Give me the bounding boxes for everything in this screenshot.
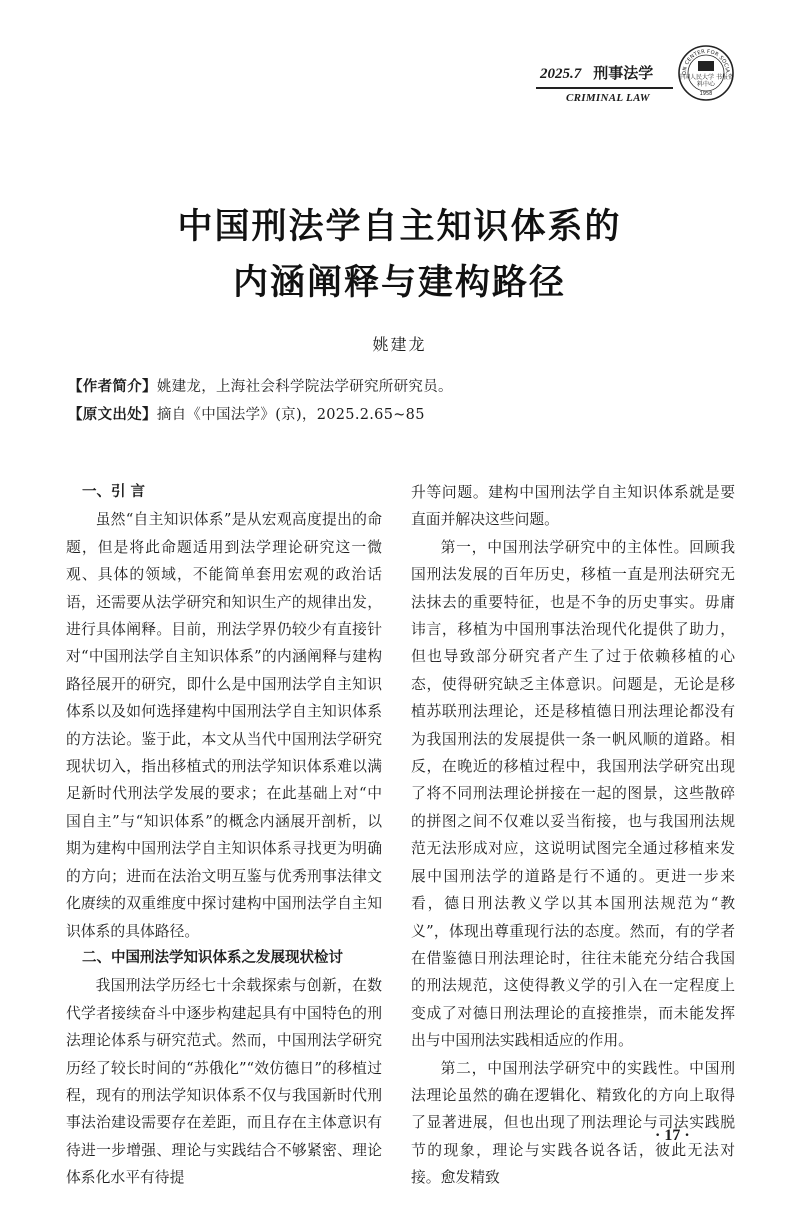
paragraph-status-continued: 升等问题。建构中国刑法学自主知识体系就是要直面并解决这些问题。 xyxy=(411,484,735,529)
body-column-left xyxy=(66,479,382,1192)
seal-text-top: ON CENTER FOR SOCIA xyxy=(681,48,731,76)
author-name: 姚建龙 xyxy=(372,335,427,354)
publisher-seal-logo xyxy=(677,44,735,102)
journal-name-en: CRIMINAL LAW xyxy=(566,92,650,104)
header-rule xyxy=(536,87,673,89)
section-heading-1: 一、引 言 xyxy=(82,484,146,500)
author-intro-label: 【作者简介】 xyxy=(68,379,157,395)
seal-icon xyxy=(677,44,735,102)
author-intro-text: 姚建龙，上海社会科学院法学研究所研究员。 xyxy=(156,379,453,395)
paragraph-status: 我国刑法学历经七十余载探索与创新，在数代学者接续奋斗中逐步构建起具有中国特色的刑法理论体系与研究范式。然而，中国刑法学研究历经了较长时间的“苏俄化”“效仿德日”的移植过程，现有的刑法学知识体系不仅与我国新时代刑事法治建设需要存在差距，而且存在主体意识有待进一步增强、理论与实践结合不够紧密、理论体系化水平有待提 xyxy=(66,977,382,1187)
source-info xyxy=(68,403,425,424)
running-header xyxy=(540,62,670,104)
paragraph-practicality: 第二，中国刑法学研究中的实践性。中国刑法理论虽然的确在逻辑化、精致化的方向上取得了显著进展，但也出现了刑法理论与司法实践脱节的现象，理论与实践各说各话，彼此无法对接。愈发精致 xyxy=(411,1059,735,1187)
source-label: 【原文出处】 xyxy=(68,407,157,423)
source-text: 摘自《中国法学》(京)，2025.2.65~85 xyxy=(156,407,425,423)
page-number: · 17 · xyxy=(655,1127,690,1144)
paragraph-subjectivity: 第一，中国刑法学研究中的主体性。回顾我国刑法发展的百年历史，移植一直是刑法研究无法抹去的重要特征，也是不争的历史事实。毋庸讳言，移植为中国刑事法治现代化提供了助力，但也导致部分研究者产生了过于依赖移植的心态，使得研究缺乏主体意识。问题是，无论是移植苏联刑法理论，还是移植德日刑法理论都没有为我国刑法的发展提供一条一帆风顺的道路。相反，在晚近的移植过程中，我国刑法学研究出现了将不同刑法理论拼接在一起的图景，这些散碎的拼图之间不仅难以妥当衔接，也与我国刑法规范无法形成对应，这说明试图完全通过移植来发展中国刑法学的道路是行不通的。更进一步来看，德日刑法教义学以其本国刑法规范为“教义”，体现出尊重现行法的态度。然而，有的学者在借鉴德日刑法理论时，往往未能充分结合我国的刑法规范，这使得教义学的引入在一定程度上变成了对德日刑法理论的直接推崇，而未能发挥出与中国刑法实践相适应的作用。 xyxy=(411,538,735,1050)
article-title-line-2: 内涵阐释与建构路径 xyxy=(232,263,566,303)
section-heading-2: 二、中国刑法学知识体系之发展现状检讨 xyxy=(82,949,343,966)
journal-name: 刑事法学 xyxy=(593,64,654,82)
seal-year: 1958 xyxy=(699,91,713,97)
seal-text-center: 中国人民大学 书报资料中心 xyxy=(678,74,734,88)
body-column-right xyxy=(411,479,735,1192)
issue-number: 2025.7 xyxy=(540,66,582,82)
author-intro xyxy=(68,375,453,396)
paragraph-intro: 虽然“自主知识体系”是从宏观高度提出的命题，但是将此命题适用到法学理论研究这一微观、具体的领域，不能简单套用宏观的政治话语，还需要从法学研究和知识生产的规律出发，进行具体阐释。目前，刑法学界仍较少有直接针对“中国刑法学自主知识体系”的内涵阐释与建构路径展开的研究，即什么是中国刑法学自主知识体系以及如何选择建构中国刑法学自主知识体系的方法论。鉴于此，本文从当代中国刑法学研究现状切入，指出移植式的刑法学知识体系难以满足新时代刑法学发展的要求；在此基础上对“中国自主”与“知识体系”的概念内涵展开剖析，以期为建构中国刑法学自主知识体系寻找更为明确的方向；进而在法治文明互鉴与优秀刑事法律文化赓续的双重维度中探讨建构中国刑法学自主知识体系的具体路径。 xyxy=(66,511,382,940)
article-title-line-1: 中国刑法学自主知识体系的 xyxy=(177,207,622,247)
